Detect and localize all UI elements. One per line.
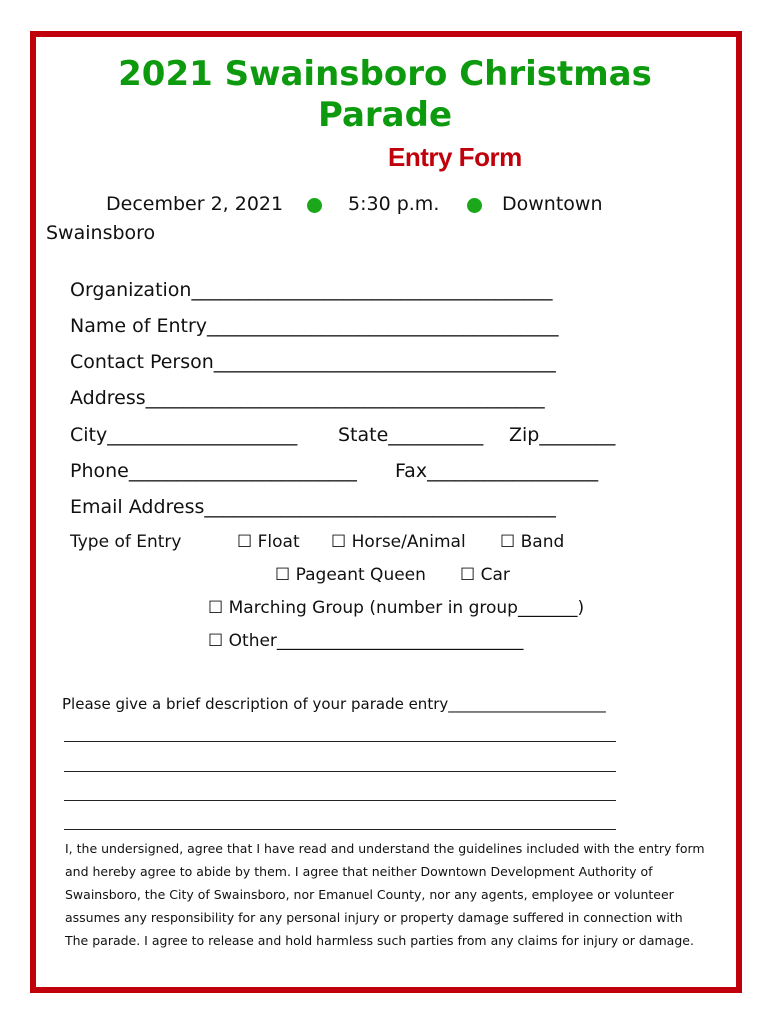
phone-field[interactable]: Phone________________________ [70,460,357,482]
name-of-entry-field[interactable]: Name of Entry_____________________________________ [70,315,559,337]
type-of-entry-label: Type of Entry [70,532,182,552]
event-time: 5:30 p.m. [348,193,440,215]
bullet-dot-icon [307,198,322,213]
car-checkbox[interactable]: ☐ Car [460,565,510,585]
other-checkbox[interactable]: ☐ Other_____________________________ [208,631,524,651]
legal-text-line: and hereby agree to abide by them. I agree that neither Downtown Development Authority of [65,864,653,879]
pageant-queen-checkbox[interactable]: ☐ Pageant Queen [275,565,426,585]
state-field[interactable]: State__________ [338,424,484,446]
description-prompt[interactable]: Please give a brief description of your parade entry_____________________ [62,695,606,713]
event-location-cont: Swainsboro [46,222,156,244]
band-checkbox[interactable]: ☐ Band [500,532,565,552]
fax-field[interactable]: Fax__________________ [395,460,599,482]
legal-text-line: Swainsboro, the City of Swainsboro, nor Emanuel County, nor any agents, employee or volunteer [65,887,674,902]
description-line[interactable] [64,829,616,830]
city-field[interactable]: City____________________ [70,424,298,446]
legal-text-line: I, the undersigned, agree that I have read and understand the guidelines included with the entry form [65,841,705,856]
legal-text-line: assumes any responsibility for any personal injury or property damage suffered in connection with [65,910,683,925]
event-date: December 2, 2021 [106,193,284,215]
address-field[interactable]: Address__________________________________________ [70,387,545,409]
description-line[interactable] [64,771,616,772]
float-checkbox[interactable]: ☐ Float [237,532,300,552]
zip-field[interactable]: Zip________ [509,424,616,446]
marching-group-checkbox[interactable]: ☐ Marching Group (number in group_______) [208,598,585,618]
form-subtitle: Entry Form [388,142,522,172]
form-title-line2: Parade [317,95,453,135]
form-title-line1: 2021 Swainsboro Christmas [118,54,652,94]
legal-text-line: The parade. I agree to release and hold harmless such parties from any claims for injury or damage. [65,933,694,948]
bullet-dot-icon [467,198,482,213]
email-field[interactable]: Email Address_____________________________________ [70,496,556,518]
horse-animal-checkbox[interactable]: ☐ Horse/Animal [331,532,466,552]
organization-field[interactable]: Organization______________________________________ [70,279,553,301]
contact-person-field[interactable]: Contact Person____________________________________ [70,351,556,373]
event-location: Downtown [502,193,603,215]
description-line[interactable] [64,800,616,801]
description-line[interactable] [64,741,616,742]
